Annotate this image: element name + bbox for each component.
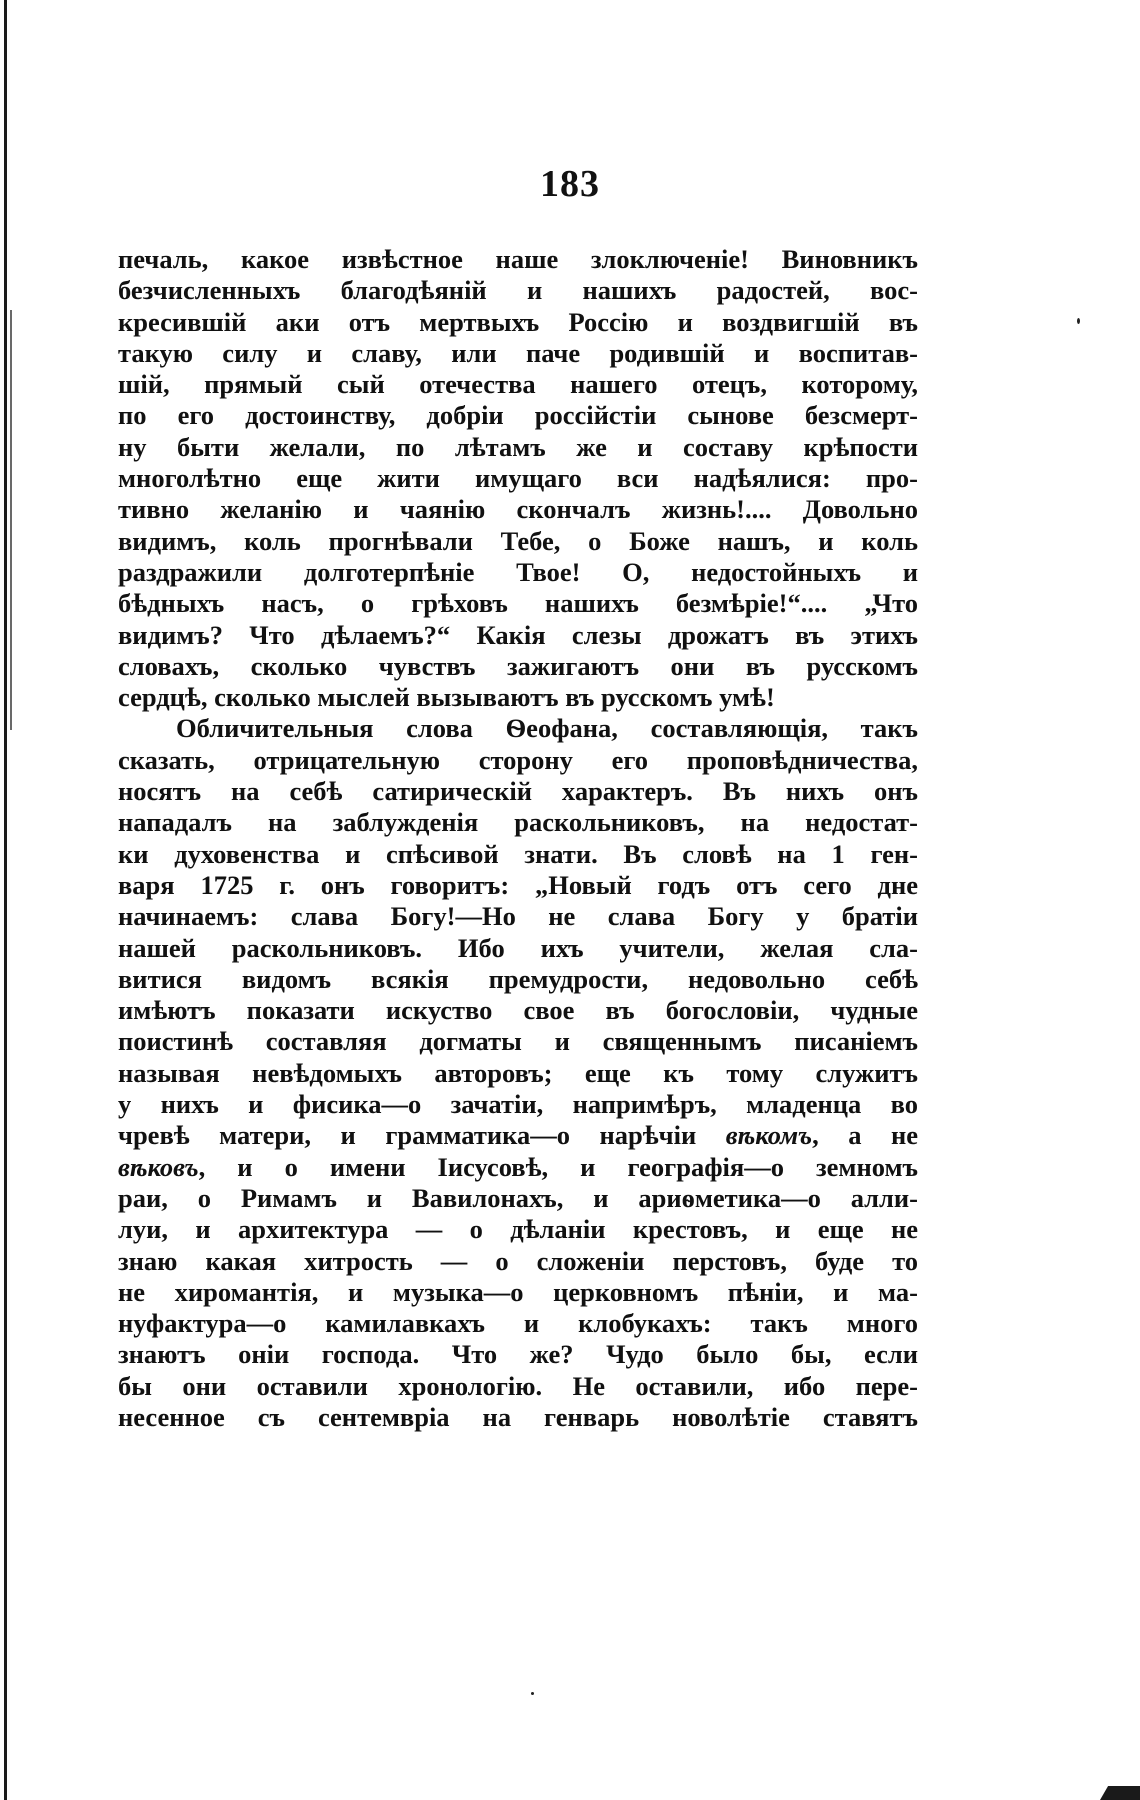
- text-line: не хиромантія, и музыка—о церковномъ пѣніи, и ма-: [118, 1276, 918, 1307]
- page-left-edge: [4, 0, 7, 1800]
- italic-word: вѣкомъ: [725, 1120, 813, 1151]
- text-line: кресившій аки отъ мертвыхъ Россію и воздвигшій въ: [118, 306, 918, 337]
- text-line: называя невѣдомыхъ авторовъ; еще къ тому служитъ: [118, 1057, 918, 1088]
- text-line: несенное съ сентемвріа на генварь новолѣтіе ставятъ: [118, 1401, 918, 1432]
- text-line: печаль, какое извѣстное наше злоключеніе! Виновникъ: [118, 244, 918, 274]
- text-line: носятъ на себѣ сатирическій характеръ. Въ нихъ онъ: [118, 776, 918, 807]
- print-speck: [1077, 318, 1080, 324]
- text-line: имѣютъ показати искуство свое въ богословіи, чудные: [118, 995, 918, 1026]
- text-line: видимъ, коль прогнѣвали Тебе, о Боже нашъ, и коль: [118, 525, 918, 556]
- body-text: [118, 244, 918, 1433]
- text-line: видимъ? Что дѣлаемъ?“ Какія слезы дрожатъ въ этихъ: [118, 619, 918, 650]
- text-line: нуфактура—о камилавкахъ и клобукахъ: такъ много: [118, 1308, 918, 1339]
- text-line: по его достоинству, добріи россійстіи сынове безсмерт-: [118, 400, 918, 431]
- text-segment: , а не: [812, 1120, 919, 1151]
- page-number: 183: [540, 163, 600, 205]
- text-line-with-italic: [118, 1152, 918, 1183]
- text-segment: , и о имени Іисусовѣ, и географія—о земномъ: [198, 1151, 918, 1182]
- page-binding-shadow: [10, 310, 12, 730]
- text-line: у нихъ и фисика—о зачатіи, напримѣръ, младенца во: [118, 1089, 918, 1120]
- page-corner-mark: [1100, 1786, 1140, 1800]
- text-line: бы они оставили хронологію. Не оставили, ибо пере-: [118, 1370, 918, 1401]
- text-line: такую силу и славу, или паче родившій и воспитав-: [118, 337, 918, 368]
- text-line: раздражили долготерпѣніе Твое! О, недостойныхъ и: [118, 556, 918, 587]
- text-line: многолѣтно еще жити имущаго вси надѣялися: про-: [118, 463, 918, 494]
- text-line: бѣдныхъ насъ, о грѣховъ нашихъ безмѣріе!“.... „Что: [118, 588, 918, 619]
- text-line: витися видомъ всякія премудрости, недовольно себѣ: [118, 963, 918, 994]
- text-line: сердцѣ, сколько мыслей вызываютъ въ русскомъ умѣ!: [118, 682, 775, 713]
- text-line: начинаемъ: слава Богу!—Но не слава Богу у братіи: [118, 901, 918, 932]
- text-line: ки духовенства и спѣсивой знати. Въ словѣ на 1 ген-: [118, 838, 918, 869]
- text-segment: чревѣ матери, и грамматика—о нарѣчіи: [118, 1120, 697, 1151]
- text-line: нападалъ на заблужденія раскольниковъ, на недостат-: [118, 807, 918, 838]
- text-line: знаютъ оніи господа. Что же? Чудо было бы, если: [118, 1339, 918, 1370]
- text-line: безчисленныхъ благодѣяній и нашихъ радостей, вос-: [118, 275, 918, 306]
- text-line: сказать, отрицательную сторону его проповѣдничества,: [118, 744, 918, 775]
- text-line: луи, и архитектура — о дѣланіи крестовъ, и еще не: [118, 1214, 918, 1245]
- text-line: раи, о Римамъ и Вавилонахъ, и ариѳметика—о алли-: [118, 1182, 918, 1213]
- italic-word: вѣковъ: [118, 1151, 199, 1182]
- text-line: ну быти желали, по лѣтамъ же и составу крѣпости: [118, 431, 918, 462]
- print-speck: [531, 1692, 534, 1695]
- text-line: словахъ, сколько чувствъ зажигаютъ они въ русскомъ: [118, 650, 918, 681]
- text-line-paragraph-start: Обличительныя слова Ѳеофана, составляющія, такъ: [176, 713, 918, 744]
- text-line: шій, прямый сый отечества нашего отецъ, которому,: [118, 369, 918, 400]
- text-line: нашей раскольниковъ. Ибо ихъ учители, желая сла-: [118, 932, 918, 963]
- text-line: поистинѣ составляя догматы и священнымъ писаніемъ: [118, 1026, 918, 1057]
- text-line: варя 1725 г. онъ говоритъ: „Новый годъ отъ сего дне: [118, 869, 918, 900]
- text-line: тивно желанію и чаянію скончалъ жизнь!.... Довольно: [118, 494, 918, 525]
- text-line: знаю какая хитрость — о сложеніи перстовъ, буде то: [118, 1245, 918, 1276]
- text-line-with-italic: [118, 1120, 918, 1151]
